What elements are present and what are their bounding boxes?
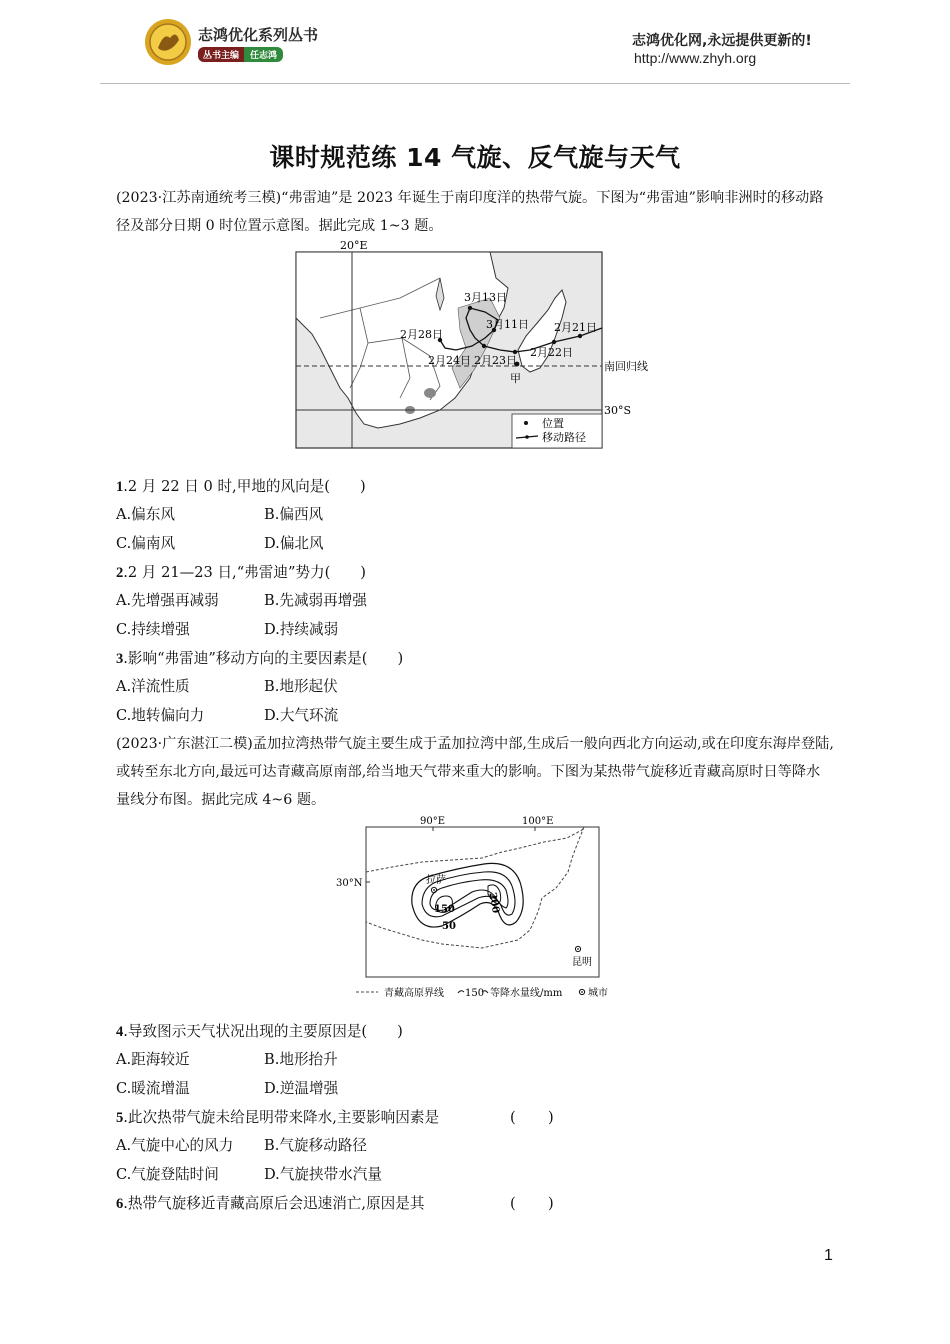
map2-lon2: 100°E [522,816,554,827]
close-paren: ) [548,1109,554,1126]
editor-name: 任志鸿 [244,47,283,62]
option-a[interactable]: A.距海较近 [116,1051,190,1068]
question-stem: .此次热带气旋未给昆明带来降水,主要影响因素是 [123,1109,440,1126]
option-c[interactable]: C.气旋登陆时间 [116,1166,219,1183]
slogan: 志鸿优化网,永远提供更新的! [632,33,812,49]
option-d[interactable]: D.大气环流 [264,707,339,724]
legend-path: 移动路径 [542,431,586,444]
map1-tropic-label: 南回归线 [604,360,648,373]
question-5 [116,1105,439,1131]
option-d[interactable]: D.逆温增强 [264,1080,339,1097]
city-kunming: 昆明 [572,957,592,968]
cyclone-track-map [290,238,648,452]
isoline-label: 150 [434,904,455,915]
isoline-label: 200 [486,891,501,915]
legend-boundary: 青藏高原界线 [384,988,444,999]
option-d[interactable]: D.持续减弱 [264,621,339,638]
question-4 [116,1019,403,1045]
question-6 [116,1191,424,1217]
question-stem: .影响“弗雷迪”移动方向的主要因素是( [123,650,368,667]
map2-lon1: 90°E [420,816,446,827]
intro-paragraph-2: (2023·广东湛江二模)孟加拉湾热带气旋主要生成于孟加拉湾中部,生成后一般向西北方向运动,或在印度东海岸登陆,或转至东北方向,最远可达青藏高原南部,给当地天气带来重大的影响。下图为某热带气旋移近青藏高原时日等降水量线分布图。据此完成 4~6 题。 [116,736,834,808]
close-paren: ) [397,1023,403,1040]
close-paren: ) [360,564,366,581]
track-point [578,334,582,338]
map2-frame [366,827,599,977]
open-paren: ( [510,1109,516,1126]
map1-lat-label: 30°S [604,404,632,417]
option-b[interactable]: B.地形起伏 [264,678,338,695]
option-b[interactable]: B.地形抬升 [264,1051,338,1068]
option-c[interactable]: C.持续增强 [116,621,190,638]
date-label: 2月22日 [530,346,573,359]
city-lhasa: 拉萨 [426,875,446,886]
question-number: 1 [116,479,124,495]
map1-lon-label: 20°E [340,239,368,252]
series-logo-icon [144,18,192,66]
option-a[interactable]: A.洋流性质 [116,678,190,695]
page-header [0,0,950,84]
option-b[interactable]: B.先减弱再增强 [264,592,367,609]
date-label: 2月28日 [400,328,443,341]
legend-position: 位置 [542,417,564,430]
website-link[interactable]: http://www.zhyh.org [634,50,757,66]
editor-label: 丛书主编 [198,47,244,62]
question-stem: .导致图示天气状况出现的主要原因是( [123,1023,368,1040]
question-number: 3 [116,651,124,667]
option-d[interactable]: D.气旋挟带水汽量 [264,1166,382,1183]
date-label: 3月11日 [486,318,529,331]
editor-badge [198,47,283,62]
option-d[interactable]: D.偏北风 [264,535,324,552]
question-number: 2 [116,565,124,581]
option-c[interactable]: C.偏南风 [116,535,176,552]
option-a[interactable]: A.先增强再减弱 [116,592,219,609]
question-2 [116,560,366,586]
isoline-label: 50 [442,921,456,932]
date-label: 3月13日 [464,291,507,304]
option-a[interactable]: A.偏东风 [116,506,175,523]
option-c[interactable]: C.暖流增温 [116,1080,190,1097]
option-b[interactable]: B.气旋移动路径 [264,1137,367,1154]
close-paren: ) [397,650,404,667]
question-number: 4 [116,1024,124,1040]
map2-lat: 30°N [336,878,363,889]
question-3 [116,646,403,672]
legend-path-dot [525,435,529,439]
point-jia-label: 甲 [510,372,521,385]
header-divider [100,83,850,84]
track-point [482,344,486,348]
series-title: 志鸿优化系列丛书 [198,26,319,44]
date-label: 2月21日 [554,321,597,334]
page-number: 1 [824,1247,833,1264]
question-stem: .2 月 21—23 日,“弗雷迪”势力( [123,564,331,581]
track-point [468,306,472,310]
question-stem: .2 月 22 日 0 时,甲地的风向是( [123,478,330,495]
question-1 [116,474,366,500]
legend-iso-mark [458,991,464,993]
track-point [552,340,556,344]
open-paren: ( [510,1195,516,1212]
rainfall-isoline-map [332,812,622,1002]
option-c[interactable]: C.地转偏向力 [116,707,205,724]
question-stem: .热带气旋移近青藏高原后会迅速消亡,原因是其 [123,1195,425,1212]
option-b[interactable]: B.偏西风 [264,506,324,523]
legend-iso-text: 等降水量线/mm [490,988,563,999]
legend-city: 城市 [588,988,608,999]
option-a[interactable]: A.气旋中心的风力 [116,1137,234,1154]
question-number: 6 [116,1196,124,1212]
close-paren: ) [548,1195,554,1212]
legend-iso-value: 150 [465,988,485,999]
page-title: 课时规范练 14 气旋、反气旋与天气 [269,143,681,172]
date-label: 2月24日 [428,354,471,367]
legend-dot [524,421,528,425]
intro-paragraph-1: (2023·江苏南通统考三模)“弗雷迪”是 2023 年诞生于南印度洋的热带气旋。下图为“弗雷迪”影响非洲时的移动路径及部分日期 0 时位置示意图。据此完成 1~3 题。 [116,190,824,234]
close-paren: ) [359,478,366,495]
question-number: 5 [116,1110,124,1126]
date-label: 2月23日 [474,354,517,367]
